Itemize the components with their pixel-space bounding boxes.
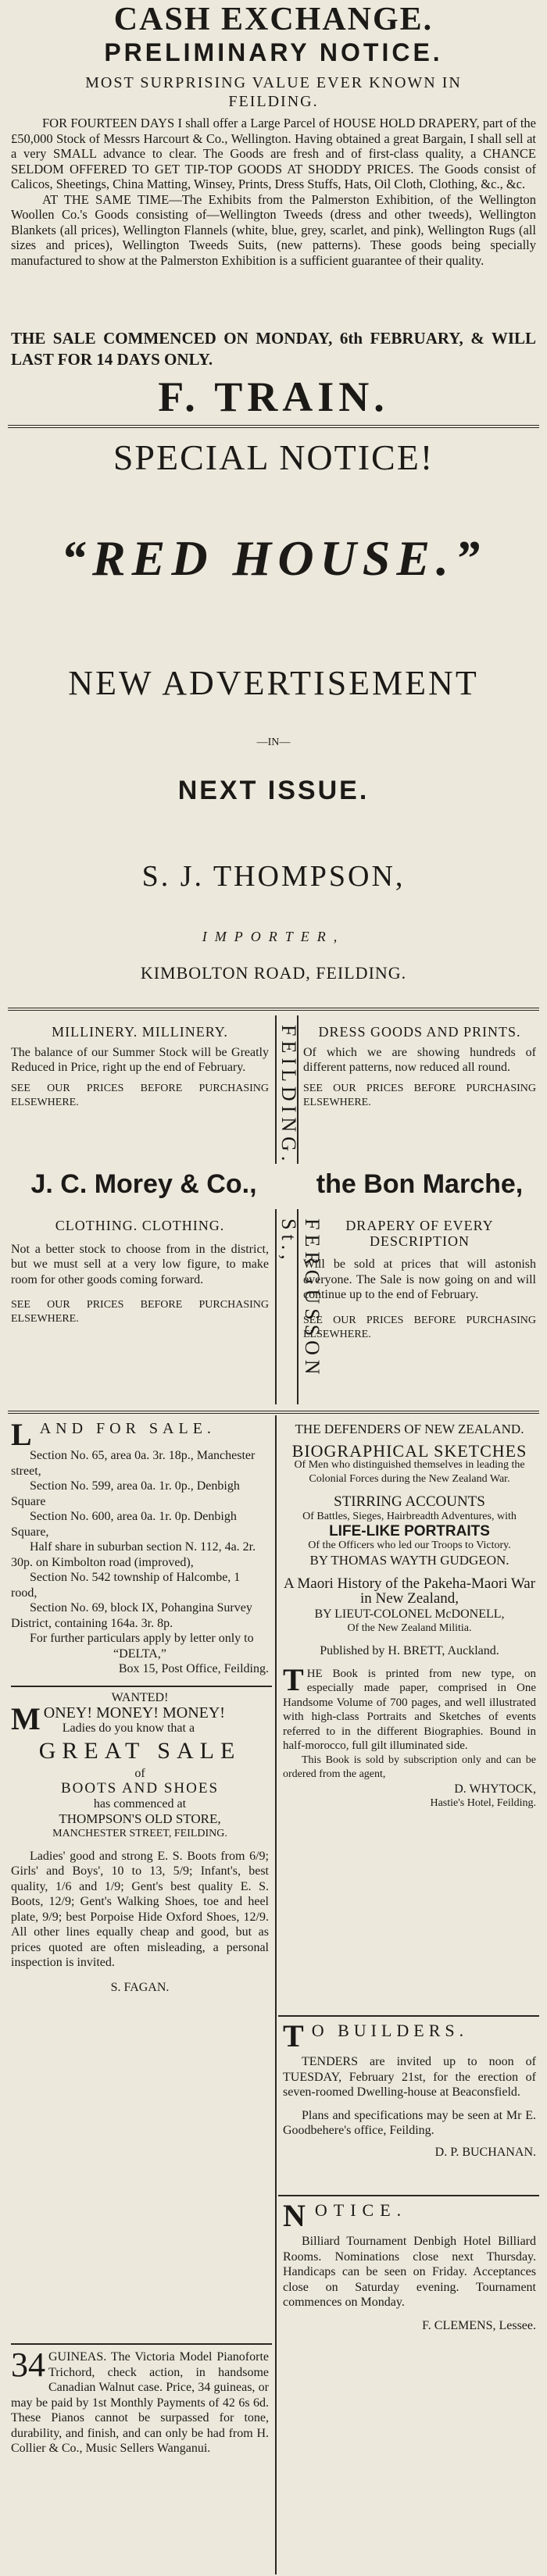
portraits-sub: Of the Officers who led our Troops to Victory. <box>308 1540 511 1551</box>
land-item: Section No. 542 township of Halcombe, 1 rood, <box>11 1571 241 1600</box>
builders-ad <box>283 2018 536 2160</box>
clothing-body: Not a better stock to choose from in the district, but we must sell at a very low figure, to make room for other goods coming forward. <box>11 1242 269 1286</box>
drapery-body: Will be sold at prices that will astonish everyone. The Sale is now going on and will continue up to the end of February. <box>303 1258 536 1301</box>
millinery-heading: MILLINERY. MILLINERY. <box>52 1024 228 1040</box>
defenders-ad <box>283 1422 536 1811</box>
dress-goods-column <box>303 1025 536 1110</box>
builders-dropcap: T <box>283 2018 309 2053</box>
drapery-heading: DRAPERY OF EVERY DESCRIPTION <box>345 1218 494 1249</box>
fagan-signature: S. FAGAN. <box>110 1980 170 1994</box>
piano-ad <box>11 2346 269 2456</box>
buchanan-signature: D. P. BUCHANAN. <box>434 2145 536 2159</box>
whytock-agent: D. WHYTOCK, <box>454 1782 536 1796</box>
land-further: For further particulars apply by letter only to <box>30 1632 254 1645</box>
book-dropcap: T <box>283 1661 304 1697</box>
drapery-see-prices: SEE OUR PRICES BEFORE PURCHASING ELSEWHERE. <box>303 1314 536 1340</box>
notice-title: OTICE. <box>314 2200 408 2220</box>
mcdonell-author: BY LIEUT-COLONEL McDONELL, <box>314 1607 505 1621</box>
land-box: Box 15, Post Office, Feilding. <box>118 1662 269 1675</box>
land-item: Section No. 69, block IX, Pohangina Survey District, containing 164a. 3r. 8p. <box>11 1601 252 1630</box>
wanted: WANTED! <box>111 1691 169 1704</box>
stirring-sub: Of Battles, Sieges, Hairbreadth Adventures, with <box>302 1510 517 1522</box>
land-title: AND FOR SALE. <box>39 1420 216 1437</box>
life-like-portraits: LIFE-LIKE PORTRAITS <box>329 1522 490 1540</box>
tenders-body: TENDERS are invited up to noon of TUESDAY, February 21st, for the erection of seven-roomed Dwelling-house at Beaconsfield. <box>283 2055 536 2099</box>
clothing-see-prices: SEE OUR PRICES BEFORE PURCHASING ELSEWHERE. <box>11 1299 269 1325</box>
preliminary-notice: PRELIMINARY NOTICE. <box>104 38 443 66</box>
clemens-signature: F. CLEMENS, Lessee. <box>422 2318 536 2332</box>
of-label: of <box>134 1766 145 1780</box>
land-item: Section No. 65, area 0a. 3r. 18p., Manchester street, <box>11 1449 256 1478</box>
clothing-column <box>11 1218 269 1326</box>
dress-goods-heading: DRESS GOODS AND PRINTS. <box>318 1024 521 1040</box>
importer-label: IMPORTER, <box>202 929 345 944</box>
millinery-see-prices: SEE OUR PRICES BEFORE PURCHASING ELSEWHERE. <box>11 1082 269 1108</box>
published-by: Published by H. BRETT, Auckland. <box>320 1644 499 1657</box>
subscription-text: This Book is sold by subscription only and can be ordered from the agent, <box>283 1754 536 1780</box>
kimbolton-address: KIMBOLTON ROAD, FEILDING. <box>140 963 407 983</box>
tagline-2: FEILDING. <box>228 93 319 110</box>
feilding-vertical: FEILDING. <box>277 1025 300 1166</box>
red-house-title: “RED HOUSE.” <box>60 530 487 586</box>
divider <box>11 2343 272 2345</box>
land-dropcap: L <box>11 1417 37 1452</box>
maori-history: A Maori History of the Pakeha-Maori War in New Zealand, <box>283 1575 536 1607</box>
stirring-accounts: STIRRING ACCOUNTS <box>334 1493 485 1510</box>
cash-para-2: AT THE SAME TIME—The Exhibits from the Palmerston Exhibition, of the Wellington Woollen Co.'s Goods consisting of—Wellington Tweeds (dress and other tweeds), Wellington Blankets (all prices), Wellington Flannels (white, blue, grey, scarlet, and pink), Wellington Rugs (all sizes and prices), Wellington Tweeds Suits, (new patterns). These goods being specially manufactured to show at the Palmerston Exhibition is a sufficient guarantee of their quality. <box>11 191 536 268</box>
billiard-body: Billiard Tournament Denbigh Hotel Billiard Rooms. Nominations close next Thursday. Handicaps can be seen on Friday. Acceptances close on Saturday evening. Tournament commences on Monday. <box>283 2235 536 2309</box>
book-description: HE Book is printed from new type, on especially made paper, comprised in One Handsome Volume of 700 pages, and well illustrated with high-class Portraits and Sketches of events referred to in the different Biographies. Bound in half-morocco, full gilt illuminated side. <box>283 1667 536 1752</box>
tagline-1: MOST SURPRISING VALUE EVER KNOWN IN <box>85 74 462 91</box>
piano-price-number: 34 <box>11 2346 45 2384</box>
militia-label: Of the New Zealand Militia. <box>347 1622 472 1634</box>
cash-exchange-body <box>11 116 536 268</box>
thompson-name: S. J. THOMPSON, <box>141 860 406 893</box>
notice-dropcap: N <box>283 2198 312 2233</box>
divider <box>8 1008 539 1011</box>
boots-sale-ad <box>11 1690 269 1995</box>
special-notice-title: SPECIAL NOTICE! <box>113 437 434 477</box>
divider <box>278 2195 539 2196</box>
millinery-column <box>11 1025 269 1110</box>
millinery-body: The balance of our Summer Stock will be Greatly Reduced in Price, right up the end of February. <box>11 1045 269 1074</box>
dress-goods-see-prices: SEE OUR PRICES BEFORE PURCHASING ELSEWHERE. <box>303 1082 536 1108</box>
divider <box>11 1686 272 1687</box>
bon-marche-name: the Bon Marche, <box>316 1169 524 1199</box>
divider <box>8 425 539 428</box>
drapery-column <box>303 1218 536 1342</box>
cash-exchange-title: CASH EXCHANGE. <box>113 2 434 37</box>
builders-title: O BUILDERS. <box>311 2021 469 2040</box>
defenders-title: THE DEFENDERS OF NEW ZEALAND. <box>295 1422 524 1436</box>
money-heading: ONEY! MONEY! MONEY! <box>43 1704 225 1721</box>
land-for-sale-ad <box>11 1417 269 1677</box>
billiard-notice-ad <box>283 2198 536 2333</box>
piano-text: GUINEAS. The Victoria Model Pianoforte Trichord, check action, in handsome Canadian Walnut case. Price, 34 guineas, or may be paid by 1st Monthly Payments of 42 6s 6d. These Pianos cannot be surpassed for tone, durability, and finish, and can only be had from H. Collier & Co., Music Sellers Wanganui. <box>11 2350 269 2455</box>
morey-name: J. C. Morey & Co., <box>30 1169 257 1199</box>
fergusson-vertical: FERGUSSON St., <box>277 1218 324 1379</box>
cash-para-1: FOR FOURTEEN DAYS I shall offer a Large Parcel of HOUSE HOLD DRAPERY, part of the £50,000 Stock of Messrs Harcourt & Co., Wellington. Having obtained a great Bargain, I shall sell at a very SMALL advance to clear. The Goods are fresh and of first-class quality, a CHANCE SELDOM OFFERED TO GET TIP-TOP GOODS AT SHODDY PRICES. The Goods consist of Calicos, Sheetings, China Matting, Winsey, Prints, Dress Stuffs, Hats, Oil Cloth, Clothing, &c., &c. <box>11 116 536 191</box>
commenced-at: has commenced at <box>93 1796 187 1811</box>
in-label: —IN— <box>256 737 291 748</box>
sale-dates: THE SALE COMMENCED ON MONDAY, 6th FEBRUARY, & WILL LAST FOR 14 DAYS ONLY. <box>11 329 536 369</box>
plans-text: Plans and specifications may be seen at Mr E. Goodbehere's office, Feilding. <box>283 2108 536 2137</box>
biographical-sketches: BIOGRAPHICAL SKETCHES <box>291 1440 527 1461</box>
money-dropcap: M <box>11 1700 41 1736</box>
dress-goods-body: Of which we are showing hundreds of different patterns, now reduced all round. <box>303 1045 536 1074</box>
clothing-heading: CLOTHING. CLOTHING. <box>55 1218 225 1233</box>
hasties-hotel: Hastie's Hotel, Feilding. <box>430 1797 536 1809</box>
column-rule <box>275 1415 277 2574</box>
new-advertisement: NEW ADVERTISEMENT <box>68 664 479 702</box>
gudgeon-author: BY THOMAS WAYTH GUDGEON. <box>309 1553 509 1568</box>
f-train-signature: F. TRAIN. <box>158 373 389 420</box>
ladies-text: Ladies do you know that a <box>62 1721 195 1735</box>
divider <box>278 2015 539 2017</box>
biographical-sub: Of Men who distinguished themselves in leading the Colonial Forces during the New Zealand War. <box>294 1459 525 1485</box>
boots-shoes: BOOTS AND SHOES <box>60 1780 220 1796</box>
manchester-street: MANCHESTER STREET, FEILDING. <box>52 1827 227 1839</box>
great-sale: GREAT SALE <box>38 1737 241 1764</box>
land-item: Section No. 599, area 0a. 1r. 0p., Denbigh Square <box>11 1479 240 1508</box>
land-delta: “DELTA,” <box>113 1647 166 1661</box>
divider <box>8 1411 539 1414</box>
boots-body: Ladies' good and strong E. S. Boots from 6/9; Girls' and Boys', 10 to 13, 5/9; Infant's, best quality, 1/6 and 1/9; Gent's best quality E. S. Boots, 12/9; Gent's Walking Shoes, toe and heel plate, 9/9; best Porpoise Hide Oxford Shoes, 12/9. All other lines equally cheap and good, but as prices quoted are often misleading, a personal inspection is invited. <box>11 1849 269 1969</box>
land-item: Half share in suburban section N. 112, 4a. 2r. 30p. on Kimbolton road (improved), <box>11 1540 256 1569</box>
land-item: Section No. 600, area 0a. 1r. 0p. Denbigh Square, <box>11 1510 237 1539</box>
thompsons-store: THOMPSON'S OLD STORE, <box>59 1811 221 1826</box>
next-issue: NEXT ISSUE. <box>177 776 370 805</box>
